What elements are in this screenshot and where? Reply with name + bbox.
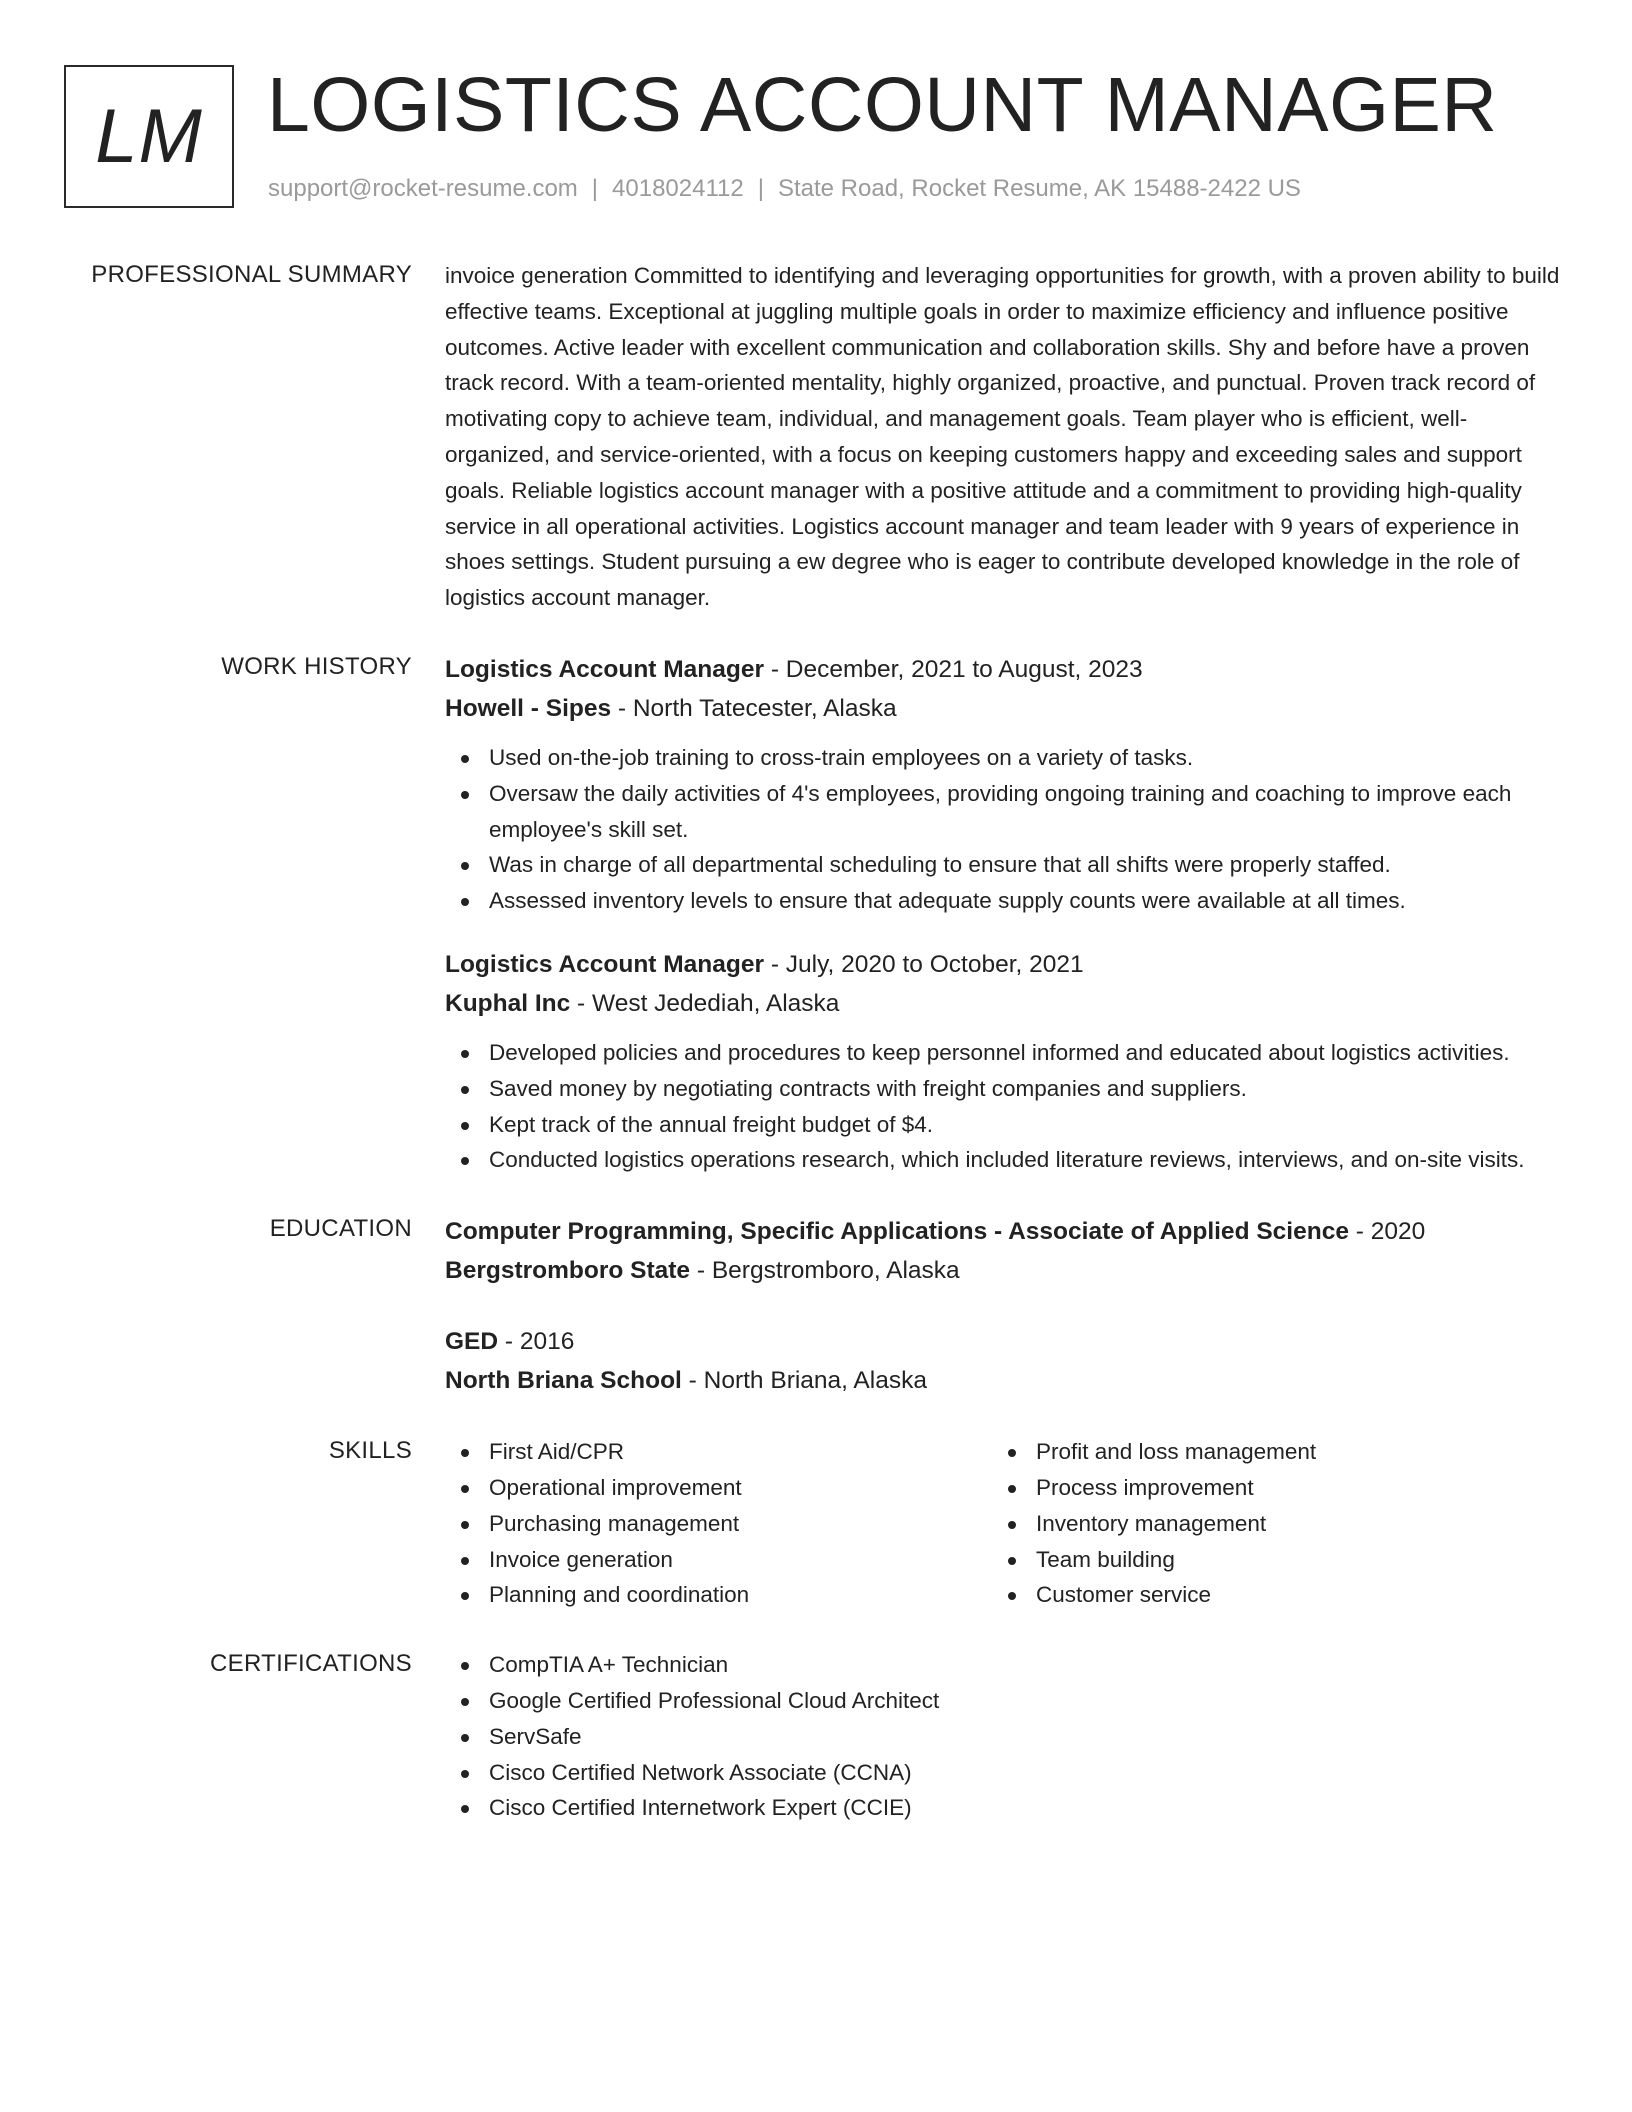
list-item: Assessed inventory levels to ensure that adequate supply counts were available at all times. [445,883,1560,919]
summary-section [0,258,1632,616]
resume-header [64,62,1568,215]
skill-item: Team building [992,1542,1539,1578]
education-entry [445,1212,1560,1290]
list-item: Was in charge of all departmental scheduling to ensure that all shifts were properly staffed. [445,847,1560,883]
job-company: Kuphal Inc [445,989,571,1017]
skill-item: Operational improvement [445,1470,992,1506]
school-name: North Briana School [445,1367,682,1395]
degree-line [445,1212,1560,1251]
section-heading-work-history: WORK HISTORY [221,652,412,680]
certification-item: Cisco Certified Network Associate (CCNA) [445,1755,1560,1791]
contact-phone: 4018024112 [612,175,744,202]
certification-item: CompTIA A+ Technician [445,1647,1560,1683]
job-dates: - July, 2020 to October, 2021 [764,950,1084,978]
list-item: Kept track of the annual freight budget of $4. [445,1107,1560,1143]
job-dates: - December, 2021 to August, 2023 [764,655,1143,683]
certification-item: Google Certified Professional Cloud Architect [445,1683,1560,1719]
section-heading-summary: PROFESSIONAL SUMMARY [91,261,412,288]
job-title: Logistics Account Manager [445,655,765,683]
education-section [0,1212,1632,1400]
skill-item: Customer service [992,1577,1539,1613]
section-heading-education: EDUCATION [269,1215,412,1243]
certification-item: Cisco Certified Internetwork Expert (CCIE) [445,1790,1560,1826]
degree-name: Computer Programming, Specific Applications - Associate of Applied Science [445,1218,1349,1246]
job-bullets [445,740,1560,919]
school-location: - North Briana, Alaska [681,1367,927,1395]
skills-section [0,1434,1632,1613]
summary-text: invoice generation Committed to identifying and leveraging opportunities for growth, with a proven ability to build effective teams. Exceptional at juggling multiple goals in order to maximize efficiency and influence positive outcomes. Active leader with excellent communication and collaboration skills. Shy and before have a proven track record. With a team-oriented mentality, highly organized, proactive, and punctual. Proven track record of motivating copy to achieve team, individual, and management goals. Team player who is efficient, well-organized, and service-oriented, with a focus on keeping customers happy and exceeding sales and support goals. Reliable logistics account manager with a positive attitude and a commitment to providing high-quality service in all operational activities. Logistics account manager and team leader with 9 years of experience in shoes settings. Student pursuing a ew degree who is eager to contribute developed knowledge in the role of logistics account manager. [445,263,1560,611]
school-line [445,1251,1560,1290]
job-location: - West Jedediah, Alaska [570,989,840,1017]
job-entry [445,650,1560,919]
skill-item: Planning and coordination [445,1577,992,1613]
resume-title: LOGISTICS ACCOUNT MANAGER [267,62,1498,148]
skill-item: First Aid/CPR [445,1434,992,1470]
skills-list-right [992,1434,1539,1613]
work-history-body [445,650,1560,1178]
list-item: Saved money by negotiating contracts with freight companies and suppliers. [445,1071,1560,1107]
job-title: Logistics Account Manager [445,950,765,978]
job-company: Howell - Sipes [445,694,612,722]
skill-item: Invoice generation [445,1542,992,1578]
certifications-list [445,1647,1560,1826]
contact-email: support@rocket-resume.com [268,175,578,202]
skill-item: Purchasing management [445,1506,992,1542]
certifications-section [0,1647,1632,1826]
section-heading-skills: SKILLS [328,1437,412,1465]
monogram-logo: LM [64,65,234,208]
degree-line [445,1322,1560,1361]
job-title-line [445,945,1560,984]
education-entry [445,1322,1560,1400]
job-company-line [445,689,1560,728]
contact-separator: | [591,175,599,202]
list-item: Used on-the-job training to cross-train employees on a variety of tasks. [445,740,1560,776]
skills-body [445,1434,1560,1613]
job-bullets [445,1035,1560,1178]
contact-separator: | [757,175,764,202]
contact-address: State Road, Rocket Resume, AK 15488-2422 US [777,175,1301,202]
certification-item: ServSafe [445,1719,1560,1755]
school-line [445,1361,1560,1400]
work-history-section [0,650,1632,1178]
certifications-body [445,1647,1560,1826]
job-title-line [445,650,1560,689]
list-item: Developed policies and procedures to keep personnel informed and educated about logistics activities. [445,1035,1560,1071]
skill-item: Inventory management [992,1506,1539,1542]
job-entry [445,945,1560,1178]
contact-line [268,175,1301,203]
resume-content [0,258,1632,1860]
school-name: Bergstromboro State [445,1257,691,1285]
list-item: Conducted logistics operations research, which included literature reviews, interviews, and on-site visits. [445,1142,1560,1178]
skill-item: Profit and loss management [992,1434,1539,1470]
degree-year: - 2020 [1348,1218,1426,1246]
skills-list-left [445,1434,992,1613]
school-location: - Bergstromboro, Alaska [690,1257,960,1285]
section-heading-certifications: CERTIFICATIONS [210,1650,412,1678]
skill-item: Process improvement [992,1470,1539,1506]
job-location: - North Tatecester, Alaska [611,694,897,722]
list-item: Oversaw the daily activities of 4's employees, providing ongoing training and coaching to improve each employee's skill set. [445,776,1560,848]
education-body [445,1212,1560,1400]
degree-name: GED [445,1328,499,1356]
job-company-line [445,984,1560,1023]
degree-year: - 2016 [498,1328,575,1356]
